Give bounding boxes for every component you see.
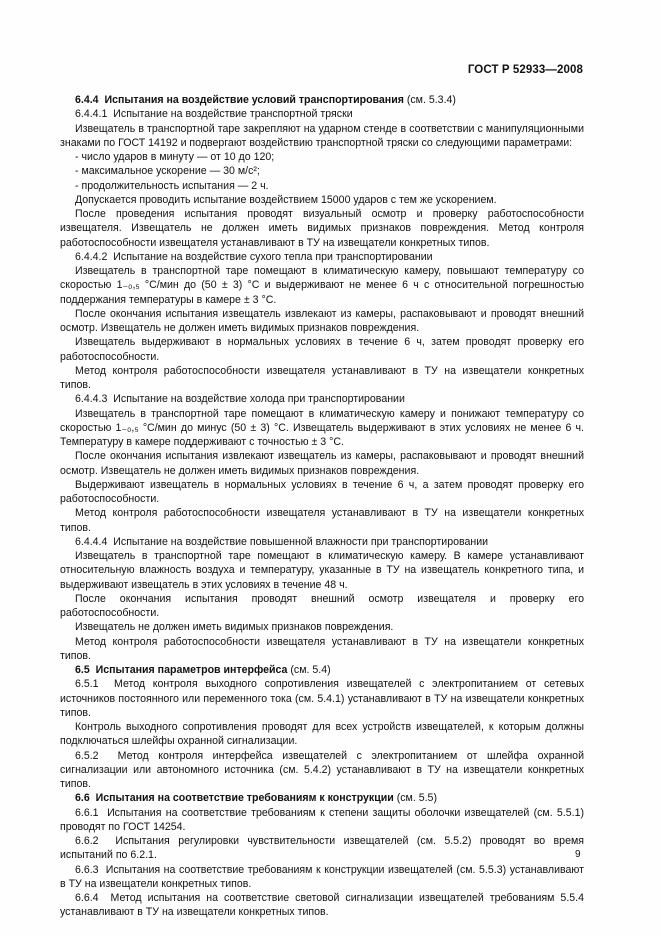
paragraph-text: Извещатель выдерживают в нормальных условиях в течение 6 ч, затем проводят проверку его работоспособности.: [60, 336, 587, 363]
section-heading: 6.5 Испытания параметров интерфейса: [75, 664, 288, 676]
paragraph-text: После окончания испытания проводят внешний осмотр извещателя и проверку его работоспособности.: [60, 592, 587, 619]
section-heading: 6.4.4 Испытания на воздействие условий транспортирования: [75, 94, 404, 106]
paragraph-text: - максимальное ускорение — 30 м/с²;: [75, 165, 260, 178]
paragraph-text: 6.5.2 Метод контроля интерфейса извещателей с электропитанием от шлейфа охранной сигнализации или автономного источника (см. 5.4.2) устанавливают в ТУ на извещатели конкретных типов.: [60, 749, 587, 790]
paragraph-text: - число ударов в минуту — от 10 до 120;: [75, 151, 275, 163]
paragraph: [60, 207, 587, 250]
paragraph: [60, 720, 587, 749]
paragraph-text: (см. 5.4): [287, 664, 331, 676]
paragraph-text: - продолжительность испытания — 2 ч.: [75, 179, 269, 192]
paragraph: [60, 335, 587, 364]
paragraph-text: 6.6.1 Испытания на соответствие требованиям к степени защиты оболочки извещателей (см. 5.5.1) проводят по ГОСТ 14254.: [60, 806, 587, 833]
paragraph: [60, 107, 584, 121]
document-body: [60, 93, 587, 920]
paragraph-text: Метод контроля работоспособности извещателя устанавливают в ТУ на извещатели конкретных типов.: [60, 635, 587, 662]
paragraph-text: После окончания испытания извещатель извлекают из камеры, распаковывают и проводят внешний осмотр. Извещатель не должен иметь видимых признаков повреждения.: [60, 307, 587, 334]
paragraph: [60, 592, 587, 621]
paragraph: [60, 392, 584, 406]
paragraph: [60, 193, 584, 207]
paragraph-text: 6.6.2 Испытания регулировки чувствительности извещателей (см. 5.5.2) проводят во время испытаний по 6.2.1.: [60, 835, 587, 862]
page-number: 9: [575, 849, 581, 860]
paragraph: [60, 863, 587, 892]
paragraph: [60, 549, 587, 592]
paragraph-text: 6.6.4 Метод испытания на соответствие световой сигнализации извещателей требованиям 5.5.4 устанавливают в ТУ на извещатели конкретных типов.: [60, 892, 587, 919]
paragraph-text: Извещатель в транспортной таре помещают в климатическую камеру и понижают температуру со скоростью 1₋₀,₅ °С/мин до минус (50 ± 3) °С. Извещатель выдерживают в этих условиях не менее 6 ч. Температуру в камере поддерживают с точностью ± 3 °С.: [60, 407, 587, 448]
standard-header: ГОСТ Р 52933—2008: [467, 64, 583, 76]
paragraph: [60, 250, 584, 264]
paragraph: [60, 620, 584, 634]
paragraph: [60, 122, 587, 151]
paragraph-text: Выдерживают извещатель в нормальных условиях в течение 6 ч, а затем проводят проверку его работоспособности.: [60, 478, 587, 505]
paragraph: [60, 364, 587, 393]
paragraph: [60, 164, 584, 178]
paragraph-text: 6.4.4.4 Испытание на воздействие повышенной влажности при транспортировании: [75, 535, 489, 548]
paragraph-text: После окончания испытания извлекают извещатель из камеры, распаковывают и проводят внешний осмотр. Извещатель не должен иметь видимых признаков повреждения.: [60, 450, 587, 477]
paragraph-text: Контроль выходного сопротивления проводят для всех устройств извещателей, к которым должны подключаться шлейфы охранной сигнализации.: [60, 721, 587, 748]
paragraph-text: 6.4.4.2 Испытание на воздействие сухого тепла при транспортировании: [75, 250, 433, 263]
paragraph: [60, 891, 587, 920]
paragraph-text: Извещатель не должен иметь видимых признаков повреждения.: [75, 621, 394, 634]
paragraph-text: (см. 5.5): [393, 792, 437, 805]
paragraph: [60, 264, 587, 307]
paragraph: [60, 663, 584, 677]
paragraph-text: 6.6.3 Испытания на соответствие требованиям к конструкции извещателей (см. 5.5.3) устанавливают в ТУ на извещатели конкретных типов.: [60, 863, 587, 890]
paragraph-text: После проведения испытания проводят визуальный осмотр и проверку работоспособности извещателя. Извещатель не должен иметь видимых признаков повреждения. Метод контроля работоспособности извещателя устанавливают в ТУ на извещатели конкретных типов.: [60, 208, 587, 249]
paragraph: [60, 150, 584, 164]
paragraph-text: 6.4.4.1 Испытание на воздействие транспортной тряски: [75, 108, 353, 121]
paragraph: [60, 93, 584, 107]
paragraph: [60, 635, 587, 664]
paragraph-text: Допускается проводить испытание воздействием 15000 ударов с тем же ускорением.: [75, 193, 497, 206]
paragraph: [60, 506, 587, 535]
paragraph: [60, 791, 584, 805]
paragraph-text: 6.4.4.3 Испытание на воздействие холода при транспортировании: [75, 393, 405, 406]
paragraph: [60, 749, 587, 792]
paragraph: [60, 677, 587, 720]
paragraph: [60, 806, 587, 835]
paragraph: [60, 535, 584, 549]
paragraph: [60, 834, 587, 863]
paragraph: [60, 478, 587, 507]
section-heading: 6.6 Испытания на соответствие требованиям к конструкции: [75, 792, 394, 805]
paragraph-text: Извещатель в транспортной таре помещают в климатическую камеру, повышают температуру со скоростью 1₋₀,₅ °С/мин до (50 ± 3) °С и выдерживают не менее 6 ч с относительной погрешностью поддержания температуры в камере ± 3 °С.: [60, 265, 587, 306]
paragraph: [60, 407, 587, 450]
paragraph-text: 6.5.1 Метод контроля выходного сопротивления извещателей с электропитанием от сетевых источников постоянного или переменного тока (см. 5.4.1) устанавливают в ТУ на извещатели конкретных типов.: [60, 678, 587, 719]
paragraph-text: (см. 5.3.4): [403, 94, 456, 106]
paragraph: [60, 449, 587, 478]
paragraph-text: Извещатель в транспортной таре помещают в климатическую камеру. В камере устанавливают относительную влажность воздуха и температуру, указанные в ТУ на извещатель конкретного типа, и выдерживают извещатель в этих условиях в течение 48 ч.: [60, 550, 587, 591]
paragraph-text: Извещатель в транспортной таре закрепляют на ударном стенде в соответствии с манипуляционными знаками по ГОСТ 14192 и подвергают воздействию транспортной тряски со следующими параметрами:: [60, 122, 587, 149]
paragraph: [60, 307, 587, 336]
paragraph-text: Метод контроля работоспособности извещателя устанавливают в ТУ на извещатели конкретных типов.: [60, 507, 587, 534]
paragraph-text: Метод контроля работоспособности извещателя устанавливают в ТУ на извещатели конкретных типов.: [60, 364, 587, 391]
paragraph: [60, 179, 584, 193]
